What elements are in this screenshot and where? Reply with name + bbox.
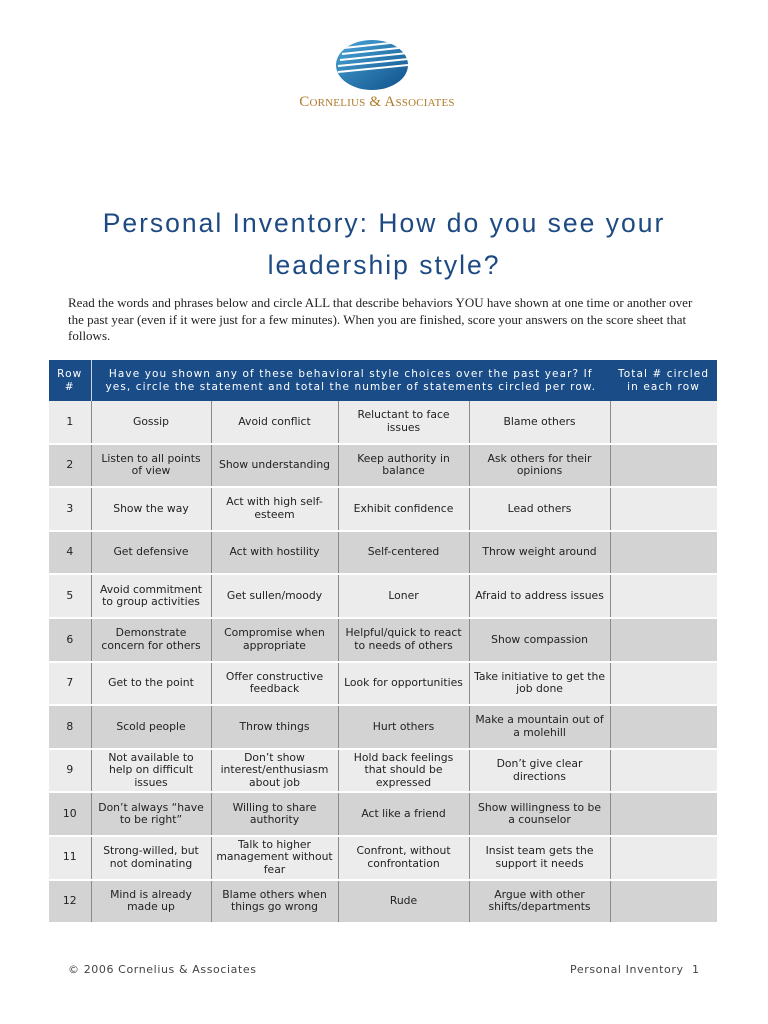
behavior-statement[interactable]: Hurt others	[338, 705, 469, 749]
behavior-statement[interactable]: Gossip	[91, 401, 211, 444]
behavior-statement[interactable]: Get to the point	[91, 662, 211, 706]
behavior-statement[interactable]: Don’t always “have to be right”	[91, 792, 211, 836]
table-row	[49, 574, 717, 618]
row-number: 7	[49, 662, 91, 706]
page-title: Personal Inventory: How do you see your leadership style?	[102, 208, 666, 280]
behavior-statement[interactable]: Act with hostility	[211, 531, 338, 575]
behavior-statement[interactable]: Talk to higher management without fear	[211, 836, 338, 880]
row-total-cell[interactable]	[610, 880, 717, 924]
behavior-statement[interactable]: Ask others for their opinions	[469, 444, 610, 488]
behavior-statement[interactable]: Loner	[338, 574, 469, 618]
table-row	[49, 705, 717, 749]
table-row	[49, 401, 717, 444]
row-number: 11	[49, 836, 91, 880]
row-total-cell[interactable]	[610, 749, 717, 793]
behavior-statement[interactable]: Get sullen/moody	[211, 574, 338, 618]
instructions: Read the words and phrases below and circle ALL that describe behaviors YOU have shown at one time or another over the past year (even if it were just for a few minutes). When you are finished, score your answers on the score sheet that follows.	[68, 295, 693, 343]
row-number: 10	[49, 792, 91, 836]
row-number: 1	[49, 401, 91, 444]
behavior-statement[interactable]: Confront, without confrontation	[338, 836, 469, 880]
behavior-statement[interactable]: Don’t give clear directions	[469, 749, 610, 793]
row-total-cell[interactable]	[610, 401, 717, 444]
behavior-statement[interactable]: Act like a friend	[338, 792, 469, 836]
table-row	[49, 662, 717, 706]
header-total: Total # circled in each row	[610, 360, 717, 401]
behavior-statement[interactable]: Show compassion	[469, 618, 610, 662]
row-total-cell[interactable]	[610, 705, 717, 749]
behavior-statement[interactable]: Helpful/quick to react to needs of others	[338, 618, 469, 662]
behavior-statement[interactable]: Don’t show interest/enthusiasm about job	[211, 749, 338, 793]
row-number: 6	[49, 618, 91, 662]
behavior-statement[interactable]: Rude	[338, 880, 469, 924]
behavior-statement[interactable]: Self-centered	[338, 531, 469, 575]
table-row	[49, 792, 717, 836]
header-question: Have you shown any of these behavioral style choices over the past year? If yes, circle the statement and total the number of statements circled per row.	[91, 360, 610, 401]
row-number: 3	[49, 487, 91, 531]
row-total-cell[interactable]	[610, 487, 717, 531]
row-number: 5	[49, 574, 91, 618]
behavior-statement[interactable]: Not available to help on difficult issues	[91, 749, 211, 793]
table-row	[49, 836, 717, 880]
row-total-cell[interactable]	[610, 444, 717, 488]
header-row-number: Row #	[49, 360, 91, 401]
behavior-statement[interactable]: Blame others when things go wrong	[211, 880, 338, 924]
behavior-statement[interactable]: Lead others	[469, 487, 610, 531]
behavior-statement[interactable]: Exhibit confidence	[338, 487, 469, 531]
row-total-cell[interactable]	[610, 618, 717, 662]
behavior-statement[interactable]: Get defensive	[91, 531, 211, 575]
behavior-statement[interactable]: Look for opportunities	[338, 662, 469, 706]
behavior-statement[interactable]: Show willingness to be a counselor	[469, 792, 610, 836]
row-total-cell[interactable]	[610, 792, 717, 836]
behavior-statement[interactable]: Show understanding	[211, 444, 338, 488]
behavior-statement[interactable]: Hold back feelings that should be expressed	[338, 749, 469, 793]
company-logo	[282, 38, 472, 114]
behavior-statement[interactable]: Reluctant to face issues	[338, 401, 469, 444]
footer-page-label: Personal Inventory	[570, 963, 684, 976]
table-row	[49, 880, 717, 924]
behavior-statement[interactable]: Take initiative to get the job done	[469, 662, 610, 706]
table-row	[49, 531, 717, 575]
row-total-cell[interactable]	[610, 574, 717, 618]
behavior-statement[interactable]: Argue with other shifts/departments	[469, 880, 610, 924]
behavior-statement[interactable]: Strong-willed, but not dominating	[91, 836, 211, 880]
row-number: 8	[49, 705, 91, 749]
logo-globe-icon	[334, 38, 410, 94]
behavior-statement[interactable]: Show the way	[91, 487, 211, 531]
row-number: 9	[49, 749, 91, 793]
behavior-statement[interactable]: Insist team gets the support it needs	[469, 836, 610, 880]
behavior-statement[interactable]: Willing to share authority	[211, 792, 338, 836]
behavior-statement[interactable]: Compromise when appropriate	[211, 618, 338, 662]
behavior-statement[interactable]: Throw things	[211, 705, 338, 749]
behavior-statement[interactable]: Make a mountain out of a molehill	[469, 705, 610, 749]
row-number: 2	[49, 444, 91, 488]
behavior-statement[interactable]: Afraid to address issues	[469, 574, 610, 618]
table-row	[49, 618, 717, 662]
table-header-row	[49, 360, 717, 401]
behavior-statement[interactable]: Avoid commitment to group activities	[91, 574, 211, 618]
footer-copyright: © 2006 Cornelius & Associates	[68, 963, 257, 976]
row-total-cell[interactable]	[610, 836, 717, 880]
row-number: 12	[49, 880, 91, 924]
behavior-statement[interactable]: Act with high self-esteem	[211, 487, 338, 531]
row-total-cell[interactable]	[610, 531, 717, 575]
footer-page-number: 1	[692, 963, 700, 976]
row-total-cell[interactable]	[610, 662, 717, 706]
behavior-statement[interactable]: Scold people	[91, 705, 211, 749]
table-row	[49, 487, 717, 531]
behavior-statement[interactable]: Throw weight around	[469, 531, 610, 575]
row-number: 4	[49, 531, 91, 575]
behavior-statement[interactable]: Avoid conflict	[211, 401, 338, 444]
table-row	[49, 749, 717, 793]
behavior-statement[interactable]: Demonstrate concern for others	[91, 618, 211, 662]
behavior-statement[interactable]: Mind is already made up	[91, 880, 211, 924]
company-name: Cornelius & Associates	[299, 94, 455, 110]
behavior-statement[interactable]: Keep authority in balance	[338, 444, 469, 488]
inventory-table	[49, 360, 717, 924]
behavior-statement[interactable]: Offer constructive feedback	[211, 662, 338, 706]
table-row	[49, 444, 717, 488]
behavior-statement[interactable]: Listen to all points of view	[91, 444, 211, 488]
behavior-statement[interactable]: Blame others	[469, 401, 610, 444]
